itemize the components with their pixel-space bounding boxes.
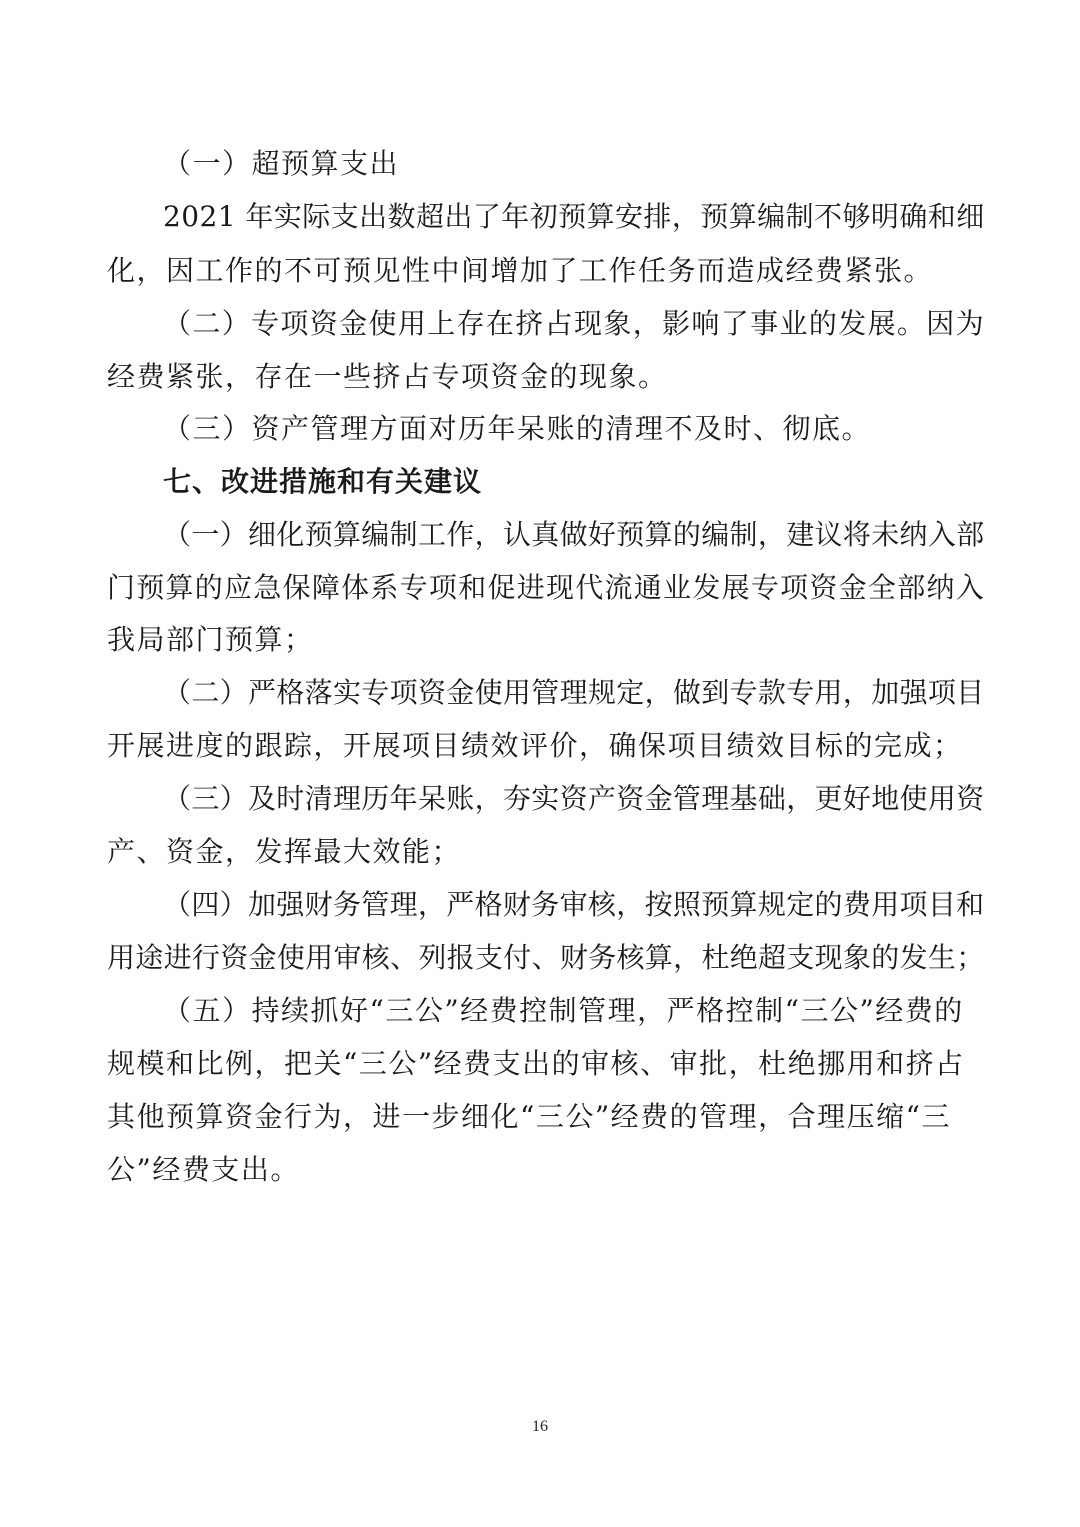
paragraph-line: 用途进行资金使用审核、列报支付、财务核算，杜绝超支现象的发生； [107, 941, 985, 974]
paragraph-line: （三）资产管理方面对历年呆账的清理不及时、彻底。 [163, 412, 872, 445]
paragraph-line: （三）及时清理历年呆账，夯实资产资金管理基础，更好地使用资 [163, 782, 985, 815]
paragraph-line: （五）持续抓好“三公”经费控制管理，严格控制“三公”经费的 [163, 994, 964, 1027]
paragraph-line: 产、资金，发挥最大效能； [107, 835, 462, 868]
paragraph-line: 我局部门预算； [107, 623, 314, 656]
paragraph-line: 其他预算资金行为，进一步细化“三公”经费的管理，合理压缩“三 [107, 1100, 951, 1133]
section-heading-improvement-measures: 七、改进措施和有关建议 [163, 465, 483, 498]
paragraph-line: 2021 年实际支出数超出了年初预算安排，预算编制不够明确和细 [163, 200, 985, 233]
paragraph-line: 开展进度的跟踪，开展项目绩效评价，确保项目绩效目标的完成； [107, 729, 963, 762]
paragraph-line: （四）加强财务管理，严格财务审核，按照预算规定的费用项目和 [163, 888, 985, 921]
paragraph-line: 规模和比例，把关“三公”经费支出的审核、审批，杜绝挪用和挤占 [107, 1047, 965, 1080]
paragraph-line: 化，因工作的不可预见性中间增加了工作任务而造成经费紧张。 [107, 254, 934, 287]
paragraph-line: 门预算的应急保障体系专项和促进现代流通业发展专项资金全部纳入 [107, 571, 986, 604]
paragraph-line: 经费紧张，存在一些挤占专项资金的现象。 [107, 360, 668, 393]
paragraph-line: 公”经费支出。 [107, 1153, 300, 1186]
subsection-heading-over-budget: （一）超预算支出 [163, 147, 400, 180]
paragraph-line: （二）严格落实专项资金使用管理规定，做到专款专用，加强项目 [163, 676, 985, 709]
paragraph-line: （一）细化预算编制工作，认真做好预算的编制，建议将未纳入部 [163, 518, 985, 551]
page-number: 16 [532, 1418, 548, 1435]
paragraph-line: （二）专项资金使用上存在挤占现象，影响了事业的发展。因为 [163, 307, 986, 340]
